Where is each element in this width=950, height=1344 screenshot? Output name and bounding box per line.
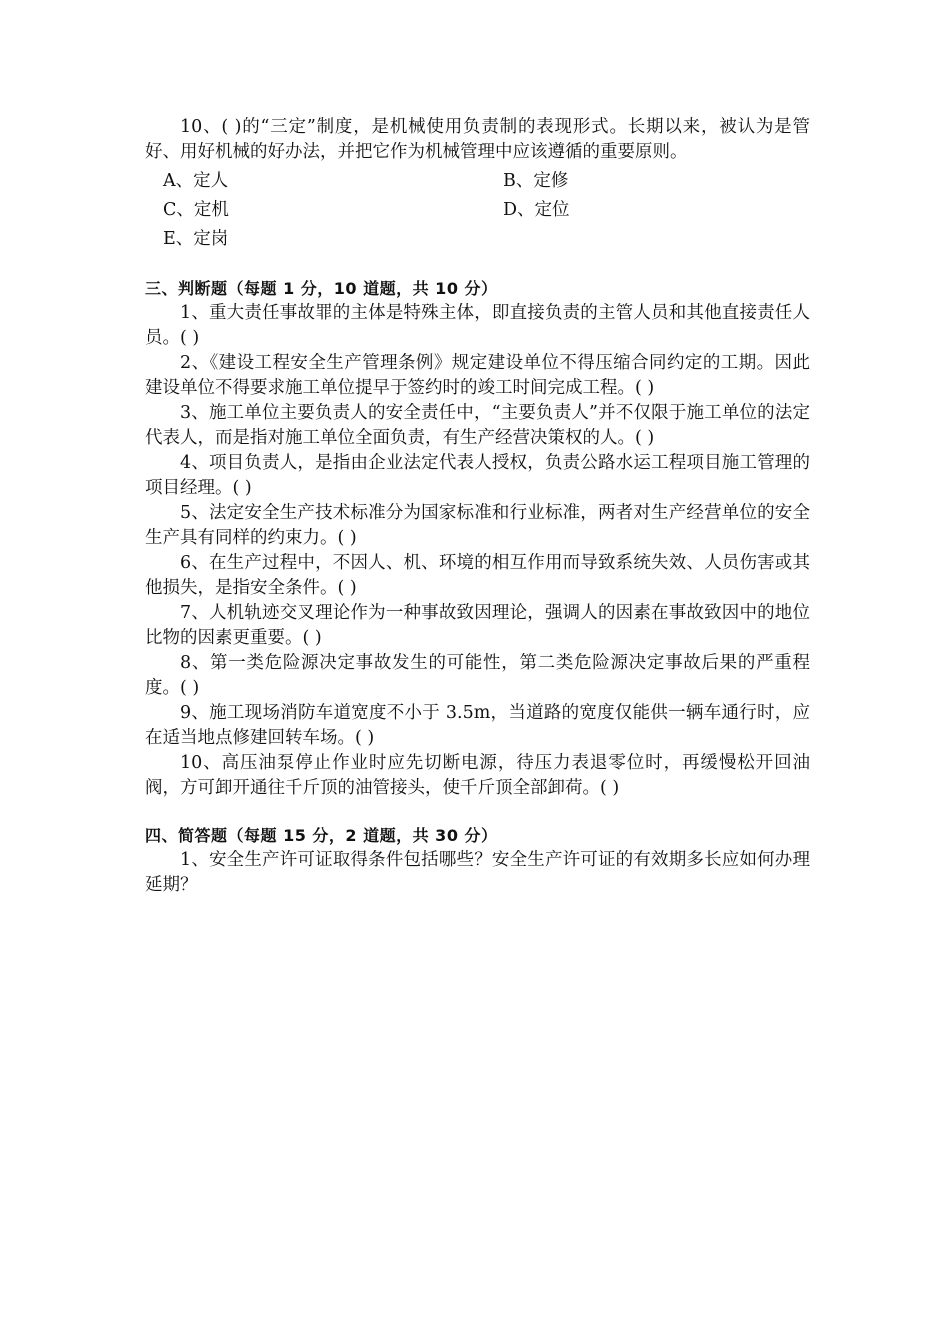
section-3-title: 三、判断题（每题 1 分，10 道题，共 10 分） <box>145 279 498 298</box>
tf-item-1: 1、重大责任事故罪的主体是特殊主体，即直接负责的主管人员和其他直接责任人员。( ) <box>145 303 810 348</box>
option-row <box>145 225 810 254</box>
option-row <box>145 196 810 225</box>
option-row <box>145 167 810 196</box>
option-a: A、定人 <box>163 171 229 191</box>
tf-item-10: 10、高压油泵停止作业时应先切断电源，待压力表退零位时，再缓慢松开回油阀，方可卸开通往千斤顶的油管接头，使千斤顶全部卸荷。( ) <box>145 753 810 798</box>
tf-item-7: 7、人机轨迹交叉理论作为一种事故致因理论，强调人的因素在事故致因中的地位比物的因素更重要。( ) <box>145 603 810 648</box>
option-e: E、定岗 <box>163 229 229 249</box>
tf-item-6: 6、在生产过程中，不因人、机、环境的相互作用而导致系统失效、人员伤害或其他损失，是指安全条件。( ) <box>145 553 810 598</box>
short-answer-item-1: 1、安全生产许可证取得条件包括哪些？安全生产许可证的有效期多长应如何办理延期？ <box>145 850 810 895</box>
option-b: B、定修 <box>503 171 569 191</box>
option-c: C、定机 <box>163 200 229 220</box>
tf-item-5: 5、法定安全生产技术标准分为国家标准和行业标准，两者对生产经营单位的安全生产具有同样的约束力。( ) <box>145 503 810 548</box>
tf-item-3: 3、施工单位主要负责人的安全责任中，“主要负责人”并不仅限于施工单位的法定代表人，而是指对施工单位全面负责，有生产经营决策权的人。( ) <box>145 403 810 448</box>
option-d: D、定位 <box>503 200 570 220</box>
tf-item-4: 4、项目负责人，是指由企业法定代表人授权，负责公路水运工程项目施工管理的项目经理。( ) <box>145 453 810 498</box>
question-10-options <box>145 167 810 254</box>
tf-item-9: 9、施工现场消防车道宽度不小于 3.5m，当道路的宽度仅能供一辆车通行时，应在适当地点修建回转车场。( ) <box>145 703 810 748</box>
page-content <box>145 115 810 898</box>
tf-item-8: 8、第一类危险源决定事故发生的可能性，第二类危险源决定事故后果的严重程度。( ) <box>145 653 810 698</box>
question-10-stem: 10、( )的“三定”制度，是机械使用负责制的表现形式。长期以来，被认为是管好、用好机械的好办法，并把它作为机械管理中应该遵循的重要原则。 <box>145 117 810 162</box>
tf-item-2: 2、《建设工程安全生产管理条例》规定建设单位不得压缩合同约定的工期。因此建设单位不得要求施工单位提早于签约时的竣工时间完成工程。( ) <box>145 353 810 398</box>
section-4-title: 四、简答题（每题 15 分，2 道题，共 30 分） <box>145 826 498 845</box>
